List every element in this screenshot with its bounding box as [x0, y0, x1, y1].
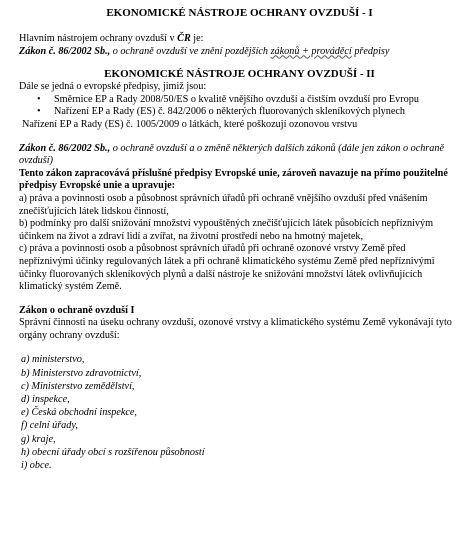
heading-part-2: EKONOMICKÉ NÁSTROJE OCHRANY OVZDUŠÍ - II — [104, 68, 375, 81]
law2-point-c: c) práva a povinnosti osob a působnost správních úřadů při ochraně ozonové vrstvy Země před nepříznivými účinky regulovaných látek a při ochraně klimatického systému Země před nepříznivými účinky fluorovaných skleníkových plynů a další nástroje ke snižování množství látek ovlivňujících klimatický systém Země. — [19, 243, 435, 293]
authority-item: f) celní úřady, — [21, 420, 78, 432]
authorities-list — [19, 353, 460, 472]
authority-item: a) ministerstvo, — [21, 354, 85, 366]
authority-item: c) Ministerstvo zemědělství, — [21, 380, 135, 392]
authority-item: b) Ministerstvo zdravotnictví, — [21, 367, 142, 379]
law-main-end: předpisy — [351, 45, 390, 57]
authority-item: i) obce. — [21, 460, 52, 472]
law-main-text: o ochraně ovzduší ve znění pozdějších — [110, 45, 271, 57]
law-main-spellcheck: zákonů + prováděcí — [270, 45, 352, 57]
eu-regulation-list — [19, 94, 460, 119]
eu-regulation-item: • Směrnice EP a Rady 2008/50/ES o kvalitě vnějšího ovzduší a čistším ovzduší pro Evropu — [37, 94, 460, 107]
heading-part-1: EKONOMICKÉ NÁSTROJE OCHRANY OVZDUŠÍ - I — [106, 7, 373, 19]
eu-extra-regulation: Nařízení EP a Rady (ES) č. 1005/2009 o látkách, které poškozují ozonovou vrstvu — [22, 118, 358, 130]
eu-regulation-item: • Nařízení EP a Rady (ES) č. 842/2006 o některých fluorovaných skleníkových plynech — [37, 106, 460, 119]
intro-suffix: je: — [190, 33, 204, 44]
law2-point-b: b) podmínky pro další snižování množství vypouštěných znečišťujících látek působících nepříznivým účinkem na život a zdraví lidí a zvířat, na životní prostředí nebo na hmotný majetek, — [19, 218, 434, 242]
authority-item: e) Česká obchodní inspekce, — [21, 407, 137, 419]
section3-title: Zákon o ochraně ovzduší I — [19, 304, 135, 316]
law-main-number: Zákon č. 86/2002 Sb., — [19, 45, 111, 57]
law2-number: Zákon č. 86/2002 Sb., — [19, 142, 111, 154]
intro-line — [19, 33, 460, 46]
law2-heading — [19, 143, 460, 168]
intro-prefix: Hlavním nástrojem ochrany ovzduší v — [19, 33, 178, 44]
section3-text: Správní činnosti na úseku ochrany ovzduší, ozonové vrstvy a klimatického systému Země vykonávají tyto orgány ochrany ovzduší: — [19, 317, 452, 341]
authority-item: h) obecní úřady obcí s rozšířenou působností — [21, 446, 205, 458]
eu-intro: Dále se jedná o evropské předpisy, jimiž jsou: — [19, 81, 207, 93]
authority-item: g) kraje, — [21, 433, 56, 445]
authority-item: d) inspekce, — [21, 394, 70, 406]
law-main-line — [19, 46, 460, 59]
law2-implementation: Tento zákon zapracovává příslušné předpisy Evropské unie, zároveň navazuje na přímo použitelné předpisy Evropské unie a upravuje: — [19, 167, 448, 192]
law2-point-a: a) práva a povinnosti osob a působnost správních úřadů při ochraně vnějšího ovzduší před vnášením znečišťujících látek lidskou činností, — [19, 192, 428, 217]
intro-country: ČR — [177, 33, 191, 44]
law2-title: o ochraně ovzduší a o změně některých dalších zákonů (dále jen zákon o ochraně ovzduší) — [19, 142, 444, 167]
